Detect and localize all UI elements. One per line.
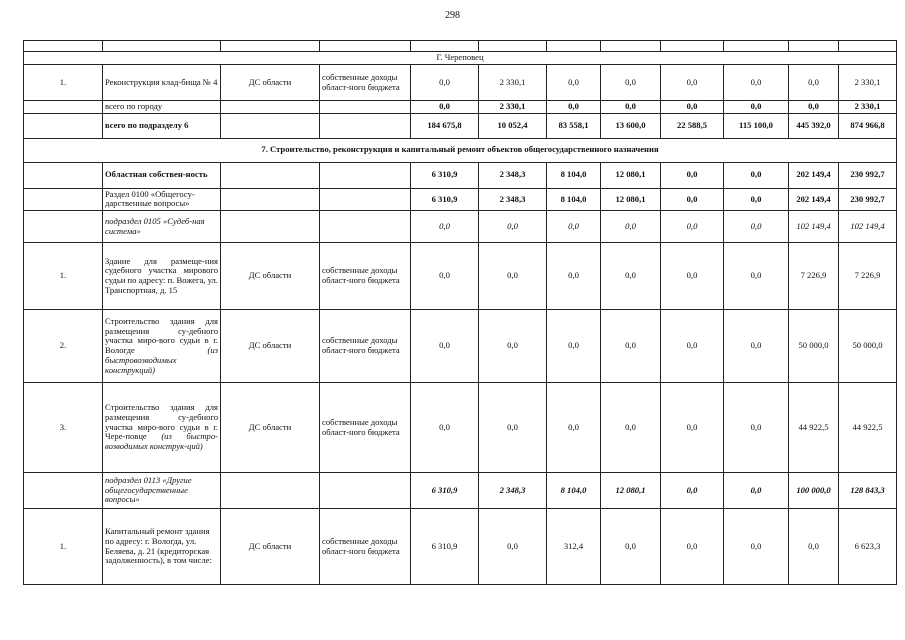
object-name (103, 383, 221, 473)
table-row (24, 243, 897, 310)
row-label: Областная собствен-ность (103, 162, 221, 188)
empty-cell (320, 188, 411, 210)
object-name-note: (из быстро-возводимых конструк-ций) (105, 431, 218, 452)
empty-cell (24, 162, 103, 188)
value-cell: 0,0 (601, 383, 661, 473)
value-cell: 50 000,0 (839, 310, 897, 383)
table-row (24, 211, 897, 243)
stub-cell (547, 41, 601, 52)
value-cell: 0,0 (601, 211, 661, 243)
value-cell: 0,0 (724, 188, 789, 210)
value-cell: 0,0 (724, 243, 789, 310)
stub-cell (724, 41, 789, 52)
value-cell: 2 348,3 (479, 473, 547, 509)
value-cell: 0,0 (661, 188, 724, 210)
stub-cell (320, 41, 411, 52)
customer: ДС области (221, 383, 320, 473)
object-name-text: Строительство здания для размещения су-дебного участка миро-вого судьи в г. Вологде (105, 316, 218, 356)
value-cell: 184 675,8 (411, 113, 479, 138)
value-cell: 0,0 (547, 211, 601, 243)
row-number: 3. (24, 383, 103, 473)
value-cell: 874 966,8 (839, 113, 897, 138)
object-name: Капитальный ремонт здания по адресу: г. Вологда, ул. Беляева, д. 21 (кредиторская задолженность), в том числе: (103, 509, 221, 585)
funding-source: собственные доходы област-ного бюджета (320, 383, 411, 473)
value-cell: 0,0 (479, 509, 547, 585)
value-cell: 12 080,1 (601, 473, 661, 509)
empty-cell (24, 113, 103, 138)
value-cell: 115 100,0 (724, 113, 789, 138)
row-number: 1. (24, 243, 103, 310)
value-cell: 50 000,0 (789, 310, 839, 383)
value-cell: 0,0 (411, 310, 479, 383)
stub-cell (221, 41, 320, 52)
value-cell: 0,0 (479, 383, 547, 473)
table-row (24, 162, 897, 188)
row-number: 1. (24, 509, 103, 585)
value-cell: 0,0 (601, 509, 661, 585)
table-row (24, 473, 897, 509)
value-cell: 0,0 (661, 101, 724, 114)
empty-cell (24, 211, 103, 243)
value-cell: 0,0 (724, 383, 789, 473)
empty-cell (221, 211, 320, 243)
object-name: Реконструкция клад-бища № 4 (103, 65, 221, 101)
row-label: подраздел 0105 «Судеб-ная система» (103, 211, 221, 243)
value-cell: 8 104,0 (547, 473, 601, 509)
stub-cell (839, 41, 897, 52)
value-cell: 128 843,3 (839, 473, 897, 509)
value-cell: 6 623,3 (839, 509, 897, 585)
value-cell: 0,0 (661, 162, 724, 188)
value-cell: 0,0 (789, 65, 839, 101)
row-label: Раздел 0100 «Общегосу-дарственные вопросы» (103, 188, 221, 210)
value-cell: 6 310,9 (411, 473, 479, 509)
value-cell: 8 104,0 (547, 188, 601, 210)
stub-cell (789, 41, 839, 52)
value-cell: 0,0 (661, 473, 724, 509)
value-cell: 0,0 (411, 383, 479, 473)
value-cell: 0,0 (601, 65, 661, 101)
value-cell: 0,0 (411, 65, 479, 101)
value-cell: 202 149,4 (789, 188, 839, 210)
empty-cell (221, 188, 320, 210)
stub-cell (661, 41, 724, 52)
customer: ДС области (221, 65, 320, 101)
empty-cell (320, 211, 411, 243)
value-cell: 2 330,1 (479, 65, 547, 101)
table-row (24, 310, 897, 383)
value-cell: 0,0 (724, 310, 789, 383)
row-label: всего по подразделу 6 (103, 113, 221, 138)
value-cell: 12 080,1 (601, 188, 661, 210)
value-cell: 0,0 (724, 65, 789, 101)
customer: ДС области (221, 243, 320, 310)
stub-cell (103, 41, 221, 52)
table-row (24, 383, 897, 473)
object-name-text: Строительство здания для размещения су-дебного участка миро-вого судьи в г. Чере-повце (105, 402, 218, 442)
customer: ДС области (221, 310, 320, 383)
value-cell: 2 330,1 (839, 65, 897, 101)
stub-cell (24, 41, 103, 52)
empty-cell (24, 188, 103, 210)
value-cell: 0,0 (547, 383, 601, 473)
city-title-row (24, 52, 897, 65)
value-cell: 0,0 (724, 473, 789, 509)
empty-cell (24, 473, 103, 509)
page-number: 298 (445, 10, 460, 21)
value-cell: 0,0 (661, 211, 724, 243)
value-cell: 102 149,4 (789, 211, 839, 243)
value-cell: 8 104,0 (547, 162, 601, 188)
value-cell: 7 226,9 (839, 243, 897, 310)
empty-cell (320, 162, 411, 188)
value-cell: 0,0 (601, 101, 661, 114)
value-cell: 230 992,7 (839, 162, 897, 188)
row-label: подраздел 0113 «Другие общегосударственные вопросы» (103, 473, 221, 509)
section-title-row (24, 138, 897, 162)
value-cell: 0,0 (601, 310, 661, 383)
empty-cell (221, 113, 320, 138)
table-row (24, 113, 897, 138)
value-cell: 7 226,9 (789, 243, 839, 310)
empty-cell (24, 101, 103, 114)
value-cell: 83 558,1 (547, 113, 601, 138)
value-cell: 13 600,0 (601, 113, 661, 138)
table-row (24, 101, 897, 114)
value-cell: 0,0 (724, 211, 789, 243)
value-cell: 2 348,3 (479, 188, 547, 210)
value-cell: 2 330,1 (839, 101, 897, 114)
city-title: Г. Череповец (24, 52, 897, 65)
value-cell: 0,0 (661, 509, 724, 585)
value-cell: 0,0 (547, 310, 601, 383)
value-cell: 0,0 (661, 383, 724, 473)
table-row (24, 509, 897, 585)
table-row (24, 65, 897, 101)
stub-cell (411, 41, 479, 52)
funding-source: собственные доходы област-ного бюджета (320, 310, 411, 383)
value-cell: 6 310,9 (411, 188, 479, 210)
value-cell: 312,4 (547, 509, 601, 585)
header-stub-row (24, 41, 897, 52)
value-cell: 2 330,1 (479, 101, 547, 114)
section-title: 7. Строительство, реконструкция и капитальный ремонт объектов общегосударственного назначения (24, 138, 897, 162)
value-cell: 0,0 (724, 509, 789, 585)
value-cell: 0,0 (724, 101, 789, 114)
table-row (24, 188, 897, 210)
value-cell: 22 588,5 (661, 113, 724, 138)
row-label: всего по городу (103, 101, 221, 114)
value-cell: 0,0 (479, 243, 547, 310)
value-cell: 0,0 (547, 101, 601, 114)
value-cell: 0,0 (601, 243, 661, 310)
value-cell: 0,0 (411, 243, 479, 310)
value-cell: 44 922,5 (789, 383, 839, 473)
value-cell: 0,0 (411, 101, 479, 114)
value-cell: 0,0 (661, 65, 724, 101)
empty-cell (221, 101, 320, 114)
stub-cell (601, 41, 661, 52)
value-cell: 102 149,4 (839, 211, 897, 243)
row-number: 1. (24, 65, 103, 101)
value-cell: 230 992,7 (839, 188, 897, 210)
empty-cell (320, 113, 411, 138)
value-cell: 0,0 (479, 310, 547, 383)
value-cell: 100 000,0 (789, 473, 839, 509)
funding-source: собственные доходы област-ного бюджета (320, 243, 411, 310)
value-cell: 0,0 (789, 101, 839, 114)
object-name (103, 310, 221, 383)
value-cell: 0,0 (724, 162, 789, 188)
value-cell: 10 052,4 (479, 113, 547, 138)
value-cell: 44 922,5 (839, 383, 897, 473)
row-number: 2. (24, 310, 103, 383)
value-cell: 0,0 (479, 211, 547, 243)
value-cell: 0,0 (661, 243, 724, 310)
value-cell: 0,0 (547, 65, 601, 101)
value-cell: 6 310,9 (411, 509, 479, 585)
empty-cell (221, 473, 320, 509)
value-cell: 0,0 (547, 243, 601, 310)
value-cell: 6 310,9 (411, 162, 479, 188)
value-cell: 202 149,4 (789, 162, 839, 188)
object-name-note: (из быстровозводимых конструкций) (105, 345, 218, 375)
value-cell: 12 080,1 (601, 162, 661, 188)
funding-source: собственные доходы област-ного бюджета (320, 65, 411, 101)
funding-source: собственные доходы област-ного бюджета (320, 509, 411, 585)
object-name: Здание для размеще-ния судебного участка мирового судьи по адресу: п. Вожега, ул. Транспортная, д. 15 (103, 243, 221, 310)
customer: ДС области (221, 509, 320, 585)
value-cell: 0,0 (789, 509, 839, 585)
budget-table (23, 40, 897, 585)
value-cell: 0,0 (661, 310, 724, 383)
stub-cell (479, 41, 547, 52)
value-cell: 2 348,3 (479, 162, 547, 188)
value-cell: 445 392,0 (789, 113, 839, 138)
empty-cell (320, 101, 411, 114)
value-cell: 0,0 (411, 211, 479, 243)
empty-cell (320, 473, 411, 509)
empty-cell (221, 162, 320, 188)
